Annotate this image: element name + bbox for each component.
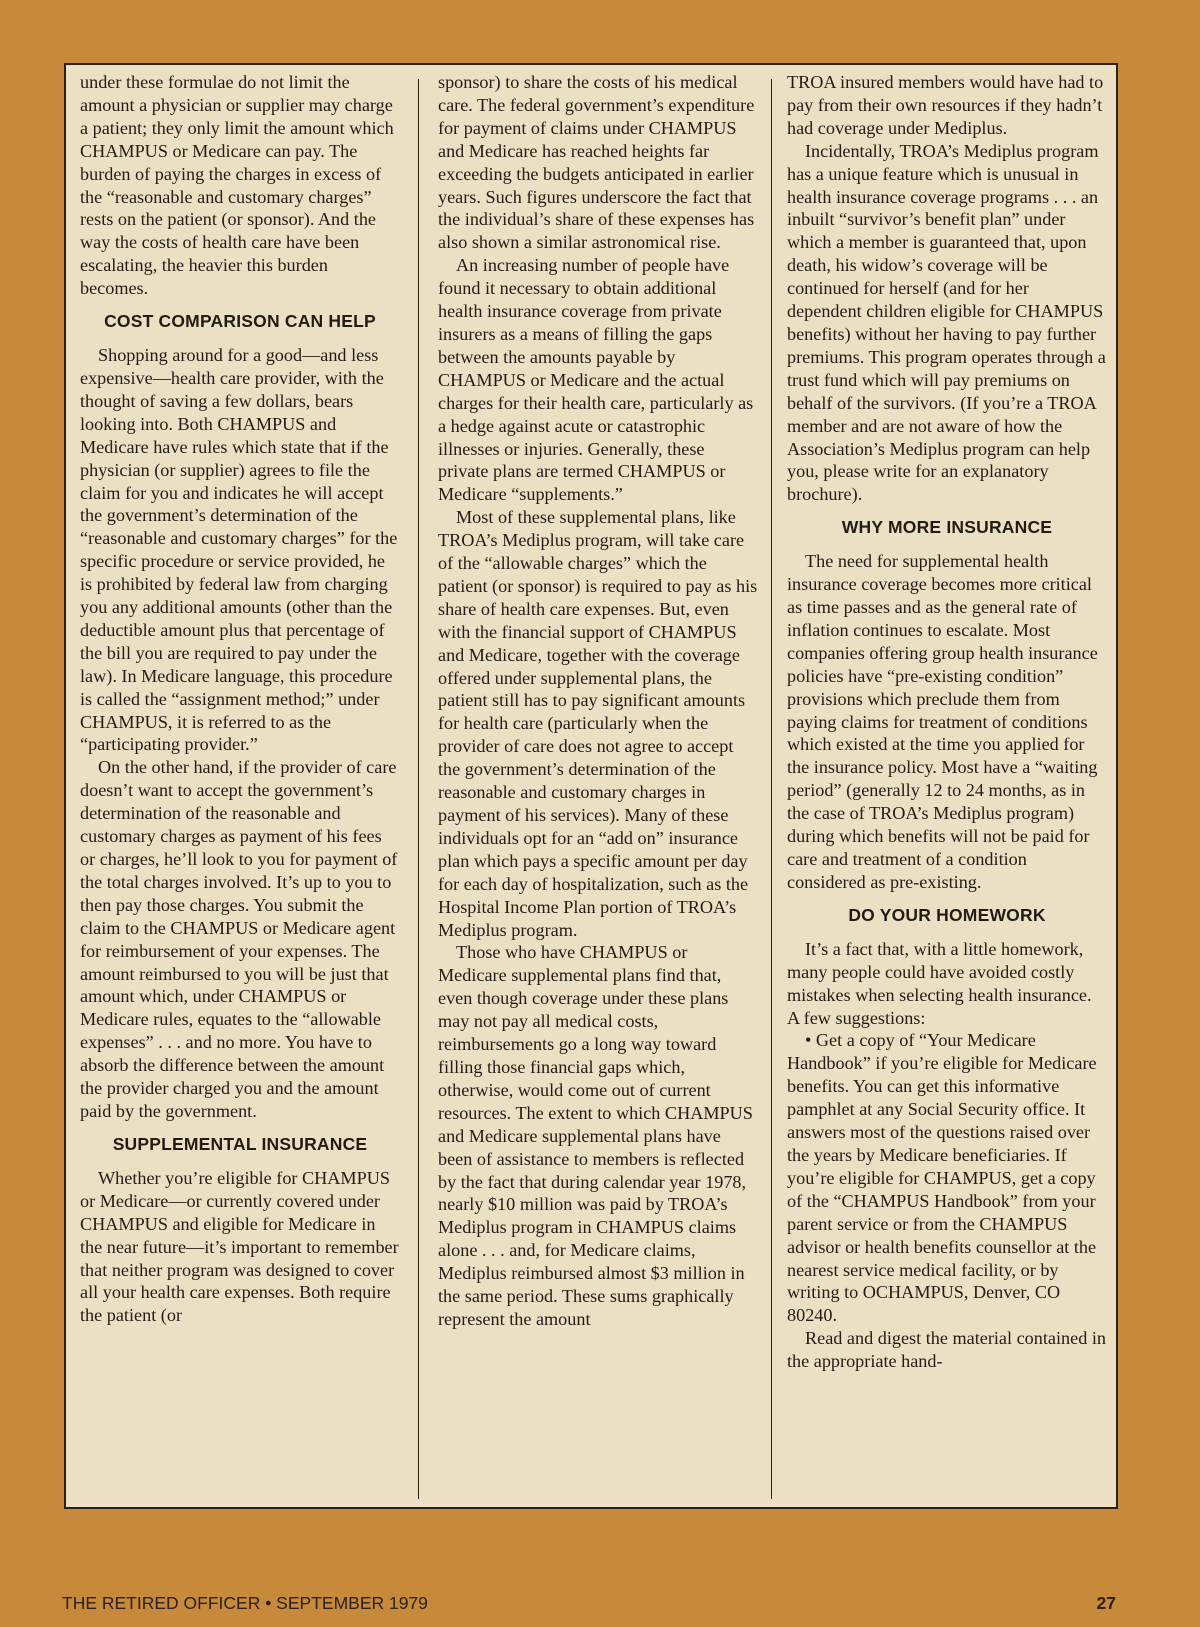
paragraph: Whether you’re eligible for CHAMPUS or Medicare—or currently covered under CHAMPUS and eligible for Medicare in the near future—it’s important to remember that neither program was designed to cover all your health care expenses. Both require the patient (or	[80, 1167, 399, 1326]
article-column-3	[787, 71, 1107, 1373]
paragraph: Most of these supplemental plans, like TROA’s Mediplus program, will take care of the “allowable charges” which the patient (or sponsor) is required to pay as his share of health care expenses. But, even with the financial support of CHAMPUS and Medicare, together with the coverage offered under supplemental plans, the patient still has to pay significant amounts for health care (particularly when the provider of care does not agree to accept the government’s determination of the reasonable and customary charges in payment of his services). Many of these individuals opt for an “add on” insurance plan which pays a specific amount per day for each day of hospitalization, such as the Hospital Income Plan portion of TROA’s Mediplus program.	[438, 507, 758, 940]
paragraph: TROA insured members would have had to pay from their own resources if they hadn’t had coverage under Mediplus.	[787, 72, 1104, 138]
article-column-1	[80, 71, 400, 1327]
column-rule	[771, 79, 772, 1499]
section-heading: COST COMPARISON CAN HELP	[104, 311, 376, 332]
paragraph: On the other hand, if the provider of care doesn’t want to accept the government’s determination of the reasonable and customary charges as payment of his fees or charges, he’ll look to you for payment of the total charges involved. It’s up to you to then pay those charges. You submit the claim to the CHAMPUS or Medicare agent for reimbursement of your expenses. The amount reimbursed to you will be just that amount which, under CHAMPUS or Medicare rules, equates to the “allowable expenses” . . . and no more. You have to absorb the difference between the amount the provider charged you and the amount paid by the government.	[80, 757, 398, 1121]
paragraph: It’s a fact that, with a little homework, many people could have avoided costly mistakes when selecting health insurance. A few suggestions:	[787, 938, 1092, 1028]
paragraph: sponsor) to share the costs of his medical care. The federal government’s expenditure for payment of claims under CHAMPUS and Medicare has reached heights far exceeding the budgets anticipated in earlier years. Such figures underscore the fact that the individual’s share of these expenses has also shown a similar astronomical rise.	[438, 72, 755, 253]
paragraph: • Get a copy of “Your Medicare Handbook” if you’re eligible for Medicare benefits. You can get this informative pamphlet at any Social Security office. It answers most of the questions raised over the years by Medicare beneficiaries. If you’re eligible for CHAMPUS, get a copy of the “CHAMPUS Handbook” from your parent service or from the CHAMPUS advisor or health benefits counsellor at the nearest service medical facility, or by writing to OCHAMPUS, Denver, CO 80240.	[787, 1030, 1097, 1326]
article-column-2	[438, 71, 758, 1331]
paragraph: Shopping around for a good—and less expensive—health care provider, with the thought of saving a few dollars, bears looking into. Both CHAMPUS and Medicare have rules which state that if the physician (or supplier) agrees to file the claim for you and indicates he will accept the government’s determination of the “reasonable and customary charges” for the specific procedure or service provided, he is prohibited by federal law from charging you any additional amounts (other than the deductible amount plus that percentage of the bill you are required to pay under the law). In Medicare language, this procedure is called the “assignment method;” under CHAMPUS, it is referred to as the “participating provider.”	[80, 345, 398, 755]
article-panel	[64, 63, 1118, 1509]
paragraph: Read and digest the material contained in the appropriate hand-	[787, 1328, 1106, 1372]
paragraph: under these formulae do not limit the amount a physician or supplier may charge a patient; they only limit the amount which CHAMPUS or Medicare can pay. The burden of paying the charges in excess of the “reasonable and customary charges” rests on the patient (or sponsor). And the way the costs of health care have been escalating, the heavier this burden becomes.	[80, 72, 394, 299]
paragraph: An increasing number of people have found it necessary to obtain additional health insurance coverage from private insurers as a means of filling the gaps between the amounts payable by CHAMPUS or Medicare and the actual charges for their health care, particularly as a hedge against acute or catastrophic illnesses or injuries. Generally, these private plans are termed CHAMPUS or Medicare “supplements.”	[438, 255, 754, 505]
column-rule	[418, 79, 419, 1499]
section-heading: WHY MORE INSURANCE	[841, 517, 1053, 538]
section-heading: SUPPLEMENTAL INSURANCE	[112, 1133, 368, 1154]
paragraph: The need for supplemental health insurance coverage becomes more critical as time passes and as the general rate of inflation continues to escalate. Most companies offering group health insurance policies have “pre-existing condition” provisions which preclude them from paying claims for treatment of conditions which existed at the time you applied for the insurance policy. Most have a “waiting period” (generally 12 to 24 months, as in the case of TROA’s Mediplus program) during which benefits will not be paid for care and treatment of a condition considered as pre-existing.	[787, 551, 1098, 892]
footer-publication: THE RETIRED OFFICER • SEPTEMBER 1979	[62, 1593, 428, 1613]
paragraph: Incidentally, TROA’s Mediplus program has a unique feature which is unusual in health insurance coverage programs . . . an inbuilt “survivor’s benefit plan” under which a member is guaranteed that, upon death, his widow’s coverage will be continued for herself (and for her dependent children eligible for CHAMPUS benefits) without her having to pay further premiums. This program operates through a trust fund which will pay premiums on behalf of the survivors. (If you’re a TROA member and are not aware of how the Association’s Mediplus program can help you, please write for an explanatory brochure).	[787, 140, 1106, 505]
page-number: 27	[1096, 1593, 1116, 1613]
paragraph: Those who have CHAMPUS or Medicare supplemental plans find that, even though coverage under these plans may not pay all medical costs, reimbursements go a long way toward filling those financial gaps which, otherwise, would come out of current resources. The extent to which CHAMPUS and Medicare supplemental plans have been of assistance to members is reflected by the fact that during calendar year 1978, nearly $10 million was paid by TROA’s Mediplus program in CHAMPUS claims alone . . . and, for Medicare claims, Mediplus reimbursed almost $3 million in the same period. These sums graphically represent the amount	[438, 942, 753, 1329]
section-heading: DO YOUR HOMEWORK	[848, 904, 1046, 925]
